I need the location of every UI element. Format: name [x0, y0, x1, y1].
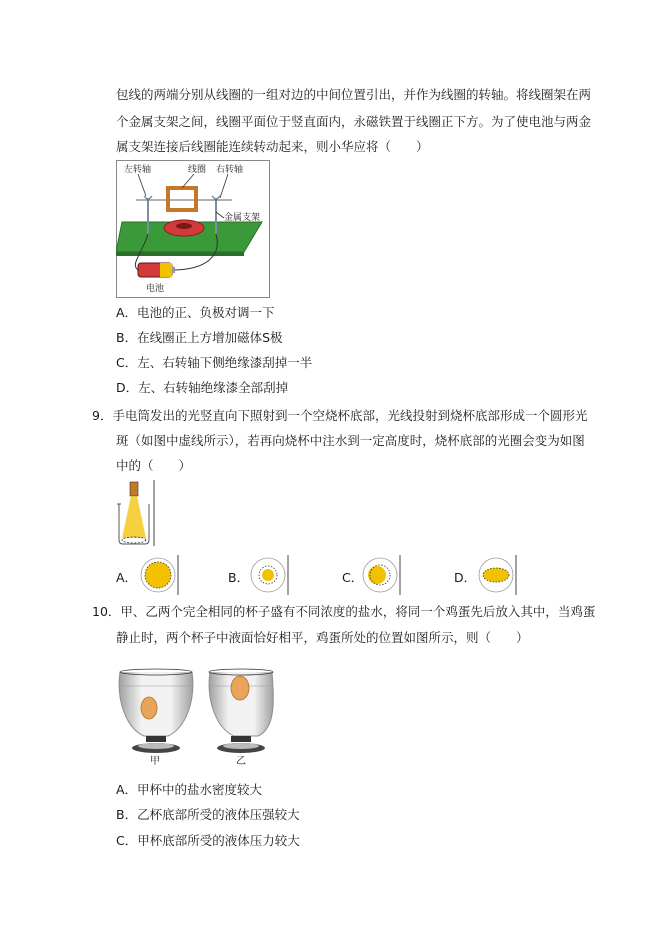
- flashlight: [130, 482, 138, 496]
- q10-option-b: B．乙杯底部所受的液体压强较大: [116, 807, 300, 822]
- q9-choice-d-figure: [476, 555, 518, 595]
- q8-motor-figure: [116, 160, 270, 298]
- q8-option-a: A．电池的正、负极对调一下: [116, 305, 275, 320]
- q9-choice-b-label: B．: [228, 570, 250, 585]
- label-right-axis: 右转轴: [216, 165, 244, 175]
- q8-option-c: C．左、右转轴下侧绝缘漆刮掉一半: [116, 355, 313, 370]
- label-battery: 电池: [146, 284, 165, 294]
- q8-text-line-1: 包线的两端分别从线圈的一组对边的中间位置引出，并作为线圈的转轴。将线圈架在两: [116, 87, 592, 102]
- light-cone: [122, 496, 146, 538]
- q9-text-line-2: 斑（如图中虚线所示），若再向烧杯中注水到一定高度时，烧杯底部的光圈会变为如图: [116, 433, 585, 448]
- q9-choice-a-label: A．: [116, 570, 138, 585]
- q8-text-line-2: 个金属支架之间，线圈平面位于竖直面内，永磁铁置于线圈正下方。为了使电池与两金: [116, 114, 592, 129]
- cup-label-yi: 乙: [236, 756, 246, 767]
- q9-choice-c-figure: [360, 555, 402, 595]
- egg-jia: [141, 697, 157, 719]
- label-coil: 线圈: [188, 165, 207, 175]
- q9-choice-a-figure: [138, 555, 180, 595]
- egg-yi: [231, 676, 249, 700]
- q9-beaker-figure: [116, 478, 158, 548]
- q9-choice-b-figure: [248, 555, 290, 595]
- label-left-axis: 左转轴: [124, 165, 152, 175]
- q10-option-a: A．甲杯中的盐水密度较大: [116, 782, 263, 797]
- q9-choice-c-label: C．: [342, 570, 364, 585]
- q8-text-line-3: 属支架连接后线圈能连续转动起来，则小华应将（ ）: [116, 139, 429, 154]
- label-metal-bracket: 金属支架: [224, 213, 261, 223]
- q9-choice-d-label: D．: [454, 570, 477, 585]
- cup-label-jia: 甲: [150, 756, 160, 767]
- q9-text-line-3: 中的（ ）: [116, 458, 192, 473]
- q9-text-line-1: 9．手电筒发出的光竖直向下照射到一个空烧杯底部，光线投射到烧杯底部形成一个圆形光: [92, 408, 588, 423]
- q10-text-line-2: 静止时，两个杯子中液面恰好相平，鸡蛋所处的位置如图所示，则（ ）: [116, 630, 529, 645]
- cup-yi: [209, 669, 273, 753]
- q8-option-d: D．左、右转轴绝缘漆全部刮掉: [116, 380, 289, 395]
- q10-text-line-1: 10．甲、乙两个完全相同的杯子盛有不同浓度的盐水，将同一个鸡蛋先后放入其中，当鸡蛋: [92, 604, 596, 619]
- q8-option-b: B．在线圈正上方增加磁体S极: [116, 330, 283, 345]
- cup-jia: [119, 669, 193, 753]
- q10-cups-figure: [116, 660, 274, 768]
- q10-option-c: C．甲杯底部所受的液体压力较大: [116, 833, 300, 848]
